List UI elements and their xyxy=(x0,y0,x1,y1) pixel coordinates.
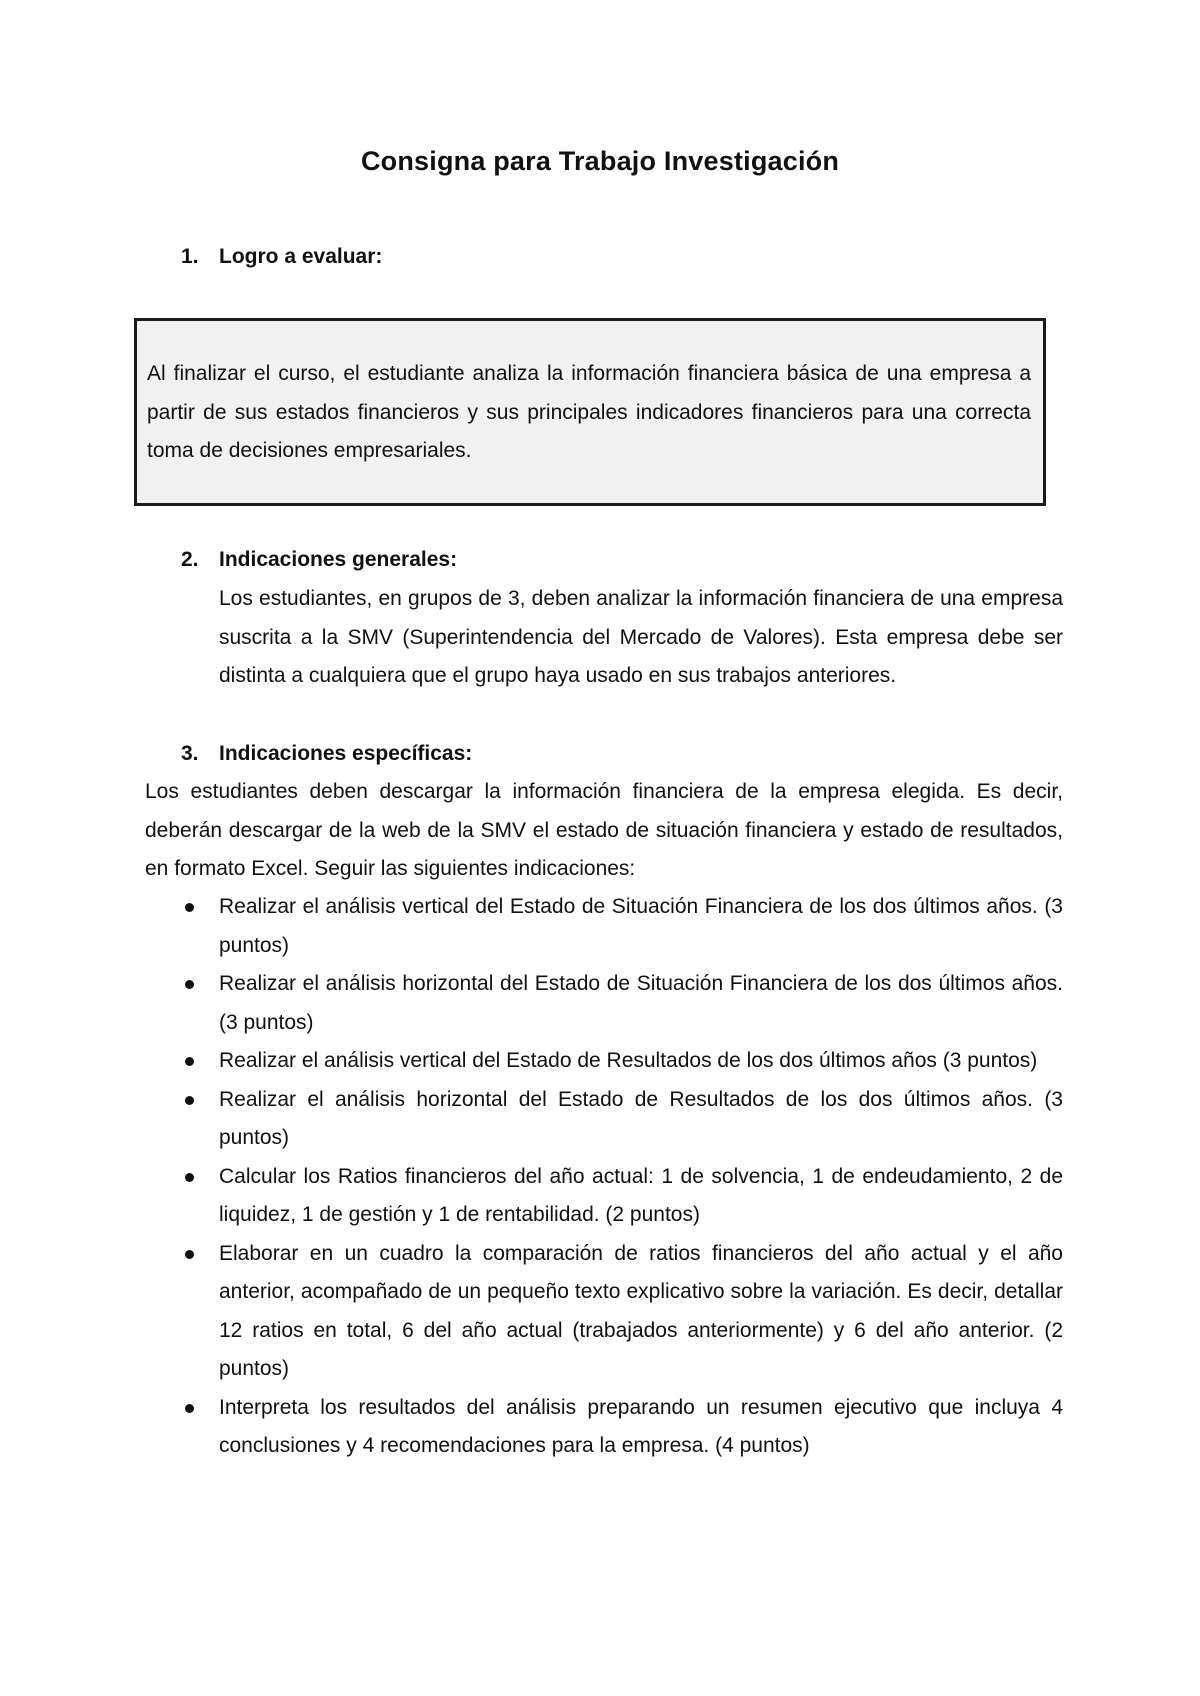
section-3-intro: Los estudiantes deben descargar la información financiera de la empresa elegida. Es decir, deberán descargar de la web de la SMV el estado de situación financiera y estado de resultados, en formato Excel. Seguir las siguientes indicaciones: xyxy=(145,780,1063,880)
bullet-dot-icon xyxy=(185,1057,194,1066)
section-3-title: Indicaciones específicas: xyxy=(219,742,473,765)
list-item-text: Realizar el análisis horizontal del Estado de Resultados de los dos últimos años. (3 puntos) xyxy=(219,1087,1063,1149)
section-3-heading xyxy=(181,742,472,766)
bullet-dot-icon xyxy=(185,1096,194,1105)
bullet-dot-icon xyxy=(185,903,194,912)
list-item xyxy=(145,1081,1063,1158)
bullet-dot-icon xyxy=(185,1173,194,1182)
section-2-heading xyxy=(181,548,457,572)
list-item xyxy=(145,965,1063,1042)
section-3-number: 3. xyxy=(181,742,199,765)
section-1-heading xyxy=(181,245,382,269)
section-1-number: 1. xyxy=(181,245,199,268)
list-item xyxy=(145,1235,1063,1389)
bullet-dot-icon xyxy=(185,980,194,989)
list-item-text: Realizar el análisis horizontal del Estado de Situación Financiera de los dos últimos años. (3 puntos) xyxy=(219,972,1063,1034)
section-2-title: Indicaciones generales: xyxy=(219,548,458,571)
bullet-dot-icon xyxy=(185,1250,194,1259)
list-item-text: Interpreta los resultados del análisis preparando un resumen ejecutivo que incluya 4 conclusiones y 4 recomendaciones para la empresa. (4 puntos) xyxy=(219,1395,1063,1457)
instructions-list xyxy=(145,888,1063,1466)
page-title: Consigna para Trabajo Investigación xyxy=(360,146,840,176)
learning-outcome-box xyxy=(134,318,1046,506)
list-item xyxy=(145,1158,1063,1235)
bullet-dot-icon xyxy=(185,1404,194,1413)
section-2-body: Los estudiantes, en grupos de 3, deben analizar la información financiera de una empresa suscrita a la SMV (Superintendencia del Mercado de Valores). Esta empresa debe ser distinta a cualquiera que el grupo haya usado en sus trabajos anteriores. xyxy=(219,587,1063,687)
list-item-text: Realizar el análisis vertical del Estado de Resultados de los dos últimos años (3 puntos) xyxy=(219,1049,1038,1072)
section-1-title: Logro a evaluar: xyxy=(219,245,383,268)
list-item-text: Realizar el análisis vertical del Estado de Situación Financiera de los dos últimos años. (3 puntos) xyxy=(219,895,1063,957)
list-item xyxy=(145,1042,1063,1081)
learning-outcome-text: Al finalizar el curso, el estudiante analiza la información financiera básica de una empresa a partir de sus estados financieros y sus principales indicadores financieros para una correcta toma de decisiones empresariales. xyxy=(147,362,1031,462)
list-item xyxy=(145,888,1063,965)
list-item-text: Calcular los Ratios financieros del año actual: 1 de solvencia, 1 de endeudamiento, 2 de liquidez, 1 de gestión y 1 de rentabilidad. (2 puntos) xyxy=(219,1164,1063,1226)
list-item xyxy=(145,1389,1063,1466)
section-2-number: 2. xyxy=(181,548,199,571)
list-item-text: Elaborar en un cuadro la comparación de ratios financieros del año actual y el año anterior, acompañado de un pequeño texto explicativo sobre la variación. Es decir, detallar 12 ratios en total, 6 del año actual (trabajados anteriormente) y 6 del año anterior. (2 puntos) xyxy=(219,1241,1063,1380)
